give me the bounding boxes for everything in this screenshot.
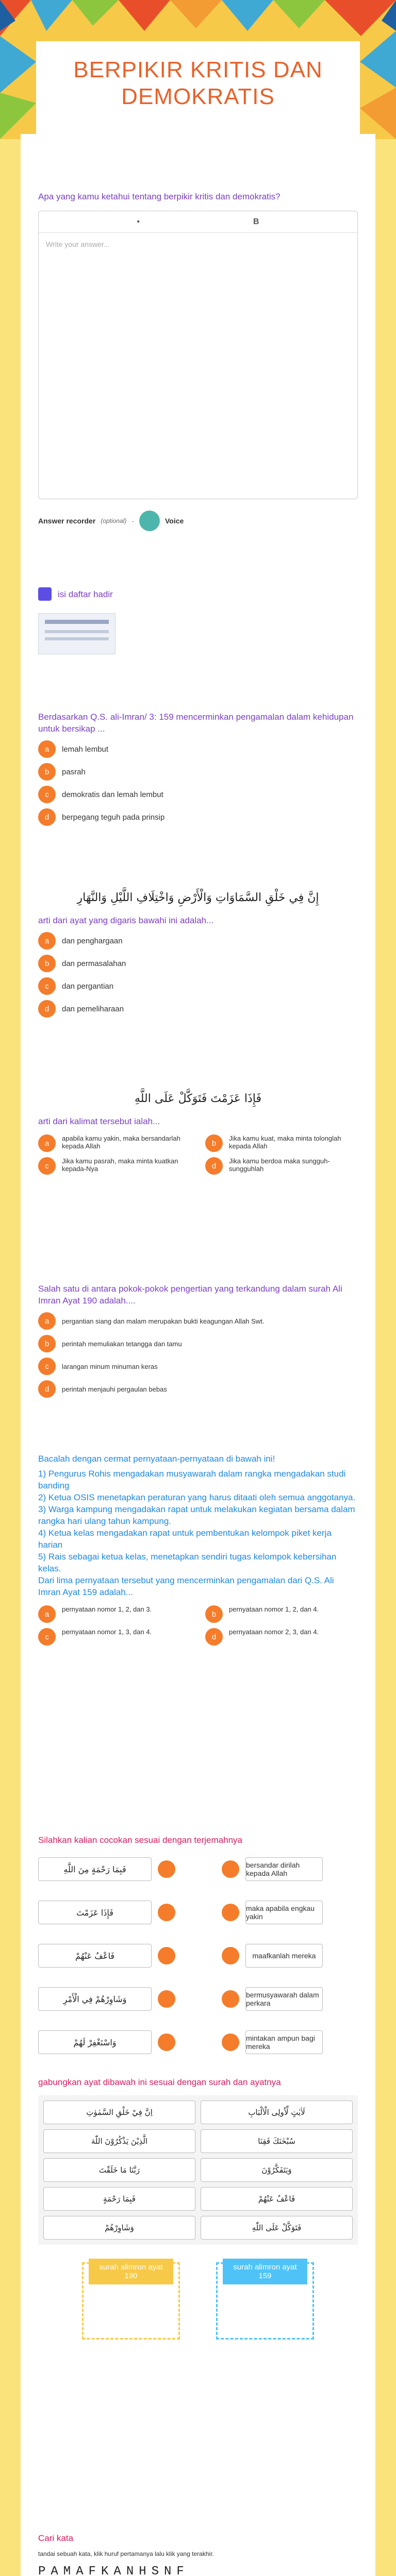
option-badge: c bbox=[38, 1358, 56, 1375]
question-title: Dari lima pernyataan tersebut yang mencerminkan pengamalan dari Q.S. Ali Imran Ayat 159 adalah... bbox=[38, 1575, 334, 1597]
question-6 bbox=[38, 1453, 358, 1646]
option-text: Jika kamu berdoa maka sungguh-sungguhlah bbox=[229, 1157, 330, 1173]
option-b[interactable] bbox=[205, 1605, 358, 1623]
option-d[interactable] bbox=[38, 1001, 358, 1017]
option-b[interactable] bbox=[205, 1134, 358, 1152]
bullet-list-button[interactable]: • bbox=[137, 217, 140, 226]
statement-5: 5) Rais sebagai ketua kelas, menetapkan sendiri tugas kelompok kebersihan kelas. bbox=[38, 1552, 337, 1573]
editor-toolbar bbox=[39, 211, 357, 233]
match-right[interactable]: bermusyawarah dalam perkara bbox=[245, 1987, 323, 2011]
option-text: dan pemeliharaan bbox=[62, 1004, 124, 1013]
drag-item[interactable]: فَاعْفُ عَنْهُمْ bbox=[201, 2187, 353, 2211]
drop-zone-159[interactable] bbox=[216, 2262, 314, 2340]
grid-row[interactable]: PAMAFKANHSNF bbox=[38, 2565, 189, 2576]
match-dot[interactable] bbox=[222, 1947, 239, 1964]
match-dot[interactable] bbox=[158, 1860, 175, 1878]
statement-4: 4) Ketua kelas mengadakan rapat untuk pembentukan kelompok piket kerja harian bbox=[38, 1528, 332, 1550]
option-d[interactable] bbox=[205, 1628, 358, 1646]
match-left[interactable]: فَاعْفُ عَنْهُمْ bbox=[38, 1944, 152, 1968]
question-8 bbox=[38, 2076, 358, 2340]
option-text: pernyataan nomor 1, 2, dan 3. bbox=[62, 1605, 152, 1613]
voice-label: Voice bbox=[164, 517, 184, 525]
answer-placeholder: Write your answer... bbox=[46, 240, 110, 248]
option-badge: c bbox=[38, 977, 56, 995]
attendance-section bbox=[38, 587, 358, 654]
question-title: Salah satu di antara pokok-pokok pengertian yang terkandung dalam surah Ali Imran Ayat 190 adalah.... bbox=[38, 1284, 342, 1306]
option-badge: d bbox=[205, 1157, 223, 1175]
instruction: tandai sebuah kata, klik huruf pertamanya lalu klik yang terakhir. bbox=[38, 2550, 214, 2557]
drag-item[interactable]: رَبَّنَا مَا خَلَقْتَ bbox=[43, 2158, 195, 2182]
option-a[interactable] bbox=[38, 1313, 358, 1329]
option-text: pernyataan nomor 2, 3, dan 4. bbox=[229, 1628, 319, 1636]
question-4 bbox=[38, 1092, 358, 1175]
question-title: arti dari ayat yang digaris bawahi ini adalah... bbox=[38, 916, 214, 925]
question-title: Cari kata bbox=[38, 2533, 74, 2543]
drag-item[interactable]: فَبِمَا رَحْمَةٍ bbox=[43, 2187, 195, 2211]
option-a[interactable] bbox=[38, 933, 358, 949]
drag-item[interactable]: وَشَاوِرْهُمْ bbox=[43, 2216, 195, 2240]
question-title: arti dari kalimat tersebut ialah... bbox=[38, 1116, 160, 1126]
match-dot[interactable] bbox=[158, 1990, 175, 2008]
option-c[interactable] bbox=[38, 1628, 191, 1646]
drag-items bbox=[38, 2095, 358, 2245]
option-text: berpegang teguh pada prinsip bbox=[62, 812, 165, 822]
question-title: Silahkan kalian cocokan sesuai dengan terjemahnya bbox=[38, 1835, 242, 1845]
drop-zone-190[interactable] bbox=[82, 2262, 180, 2340]
option-badge: d bbox=[205, 1628, 223, 1646]
option-a[interactable] bbox=[38, 1134, 191, 1152]
option-text: Jika kamu kuat, maka minta tolonglah kepada Allah bbox=[229, 1134, 341, 1150]
question-title: Apa yang kamu ketahui tentang berpikir kritis dan demokratis? bbox=[38, 192, 280, 201]
drop-zone-label: surah alimron ayat 159 bbox=[223, 2259, 307, 2284]
drag-item[interactable]: الَّذِيْنَ يَذْكُرُوْنَ اللّٰهَ bbox=[43, 2129, 195, 2153]
option-text: Jika kamu pasrah, maka minta kuatkan kepada-Nya bbox=[62, 1157, 178, 1173]
option-text: dan pergantian bbox=[62, 981, 114, 991]
option-badge: b bbox=[205, 1605, 223, 1623]
option-badge: b bbox=[38, 763, 56, 781]
option-badge: c bbox=[38, 1157, 56, 1175]
question-title: Berdasarkan Q.S. ali-Imran/ 3: 159 mencerminkan pengamalan dalam kehidupan untuk bersikap ... bbox=[38, 712, 354, 734]
question-title: gabungkan ayat dibawah ini sesuai dengan surah dan ayatnya bbox=[38, 2077, 281, 2087]
option-text: pernyataan nomor 1, 3, dan 4. bbox=[62, 1628, 152, 1636]
drag-item[interactable]: سُبْحٰنَكَ فَقِنَا bbox=[201, 2129, 353, 2153]
match-dot[interactable] bbox=[158, 1947, 175, 1964]
drag-item[interactable]: لَاٰيٰتٍ لِّاُولِى الْاَلْبَابِ bbox=[201, 2100, 353, 2124]
matching-area bbox=[38, 1855, 358, 2056]
question-2 bbox=[38, 711, 358, 825]
question-5 bbox=[38, 1283, 358, 1397]
option-badge: c bbox=[38, 1628, 56, 1646]
match-dot[interactable] bbox=[158, 1904, 175, 1921]
option-badge: b bbox=[38, 955, 56, 972]
question-3 bbox=[38, 891, 358, 1017]
match-left[interactable]: فَإِذَا عَزَمْتَ bbox=[38, 1901, 152, 1924]
option-text: apabila kamu yakin, maka bersandarlah kepada Allah bbox=[62, 1134, 180, 1150]
option-badge: a bbox=[38, 740, 56, 758]
option-d[interactable] bbox=[38, 1381, 358, 1397]
recorder-label: Answer recorder bbox=[38, 517, 96, 525]
drop-zone-label: surah alimron ayat 190 bbox=[89, 2259, 173, 2284]
answer-editor[interactable] bbox=[38, 211, 358, 499]
option-text: dan permasalahan bbox=[62, 959, 126, 968]
answer-recorder bbox=[38, 511, 358, 531]
option-badge: d bbox=[38, 1000, 56, 1018]
option-c[interactable] bbox=[38, 1157, 191, 1175]
option-c[interactable] bbox=[38, 1358, 358, 1375]
separator: - bbox=[131, 517, 134, 525]
statement-3: 3) Warga kampung mengadakan rapat untuk melakukan kegiatan bersama dalam rangka hari ulang tahun kampung. bbox=[38, 1504, 355, 1526]
voice-record-icon[interactable] bbox=[139, 511, 160, 531]
option-b[interactable] bbox=[38, 1335, 358, 1352]
option-c[interactable] bbox=[38, 786, 358, 803]
drag-item[interactable]: اِنَّ فِيْ خَلْقِ السَّمٰوٰتِ bbox=[43, 2100, 195, 2124]
attendance-label: isi daftar hadir bbox=[58, 589, 113, 599]
list-icon bbox=[38, 587, 52, 601]
match-right[interactable]: bersandar dirilah kepada Allah bbox=[245, 1857, 323, 1881]
page-title: BERPIKIR KRITIS DAN DEMOKRATIS bbox=[73, 57, 323, 109]
recorder-optional: (optional) bbox=[101, 517, 127, 524]
match-dot[interactable] bbox=[222, 1904, 239, 1921]
option-badge: b bbox=[205, 1134, 223, 1152]
option-a[interactable] bbox=[38, 1605, 191, 1623]
option-text: lemah lembut bbox=[62, 744, 109, 754]
option-d[interactable] bbox=[205, 1157, 358, 1175]
match-left[interactable]: فَبِمَا رَحْمَةٍ مِنَ اللَّهِ bbox=[38, 1857, 152, 1881]
match-right[interactable]: maka apabila engkau yakin bbox=[245, 1901, 323, 1924]
option-text: pernyataan nomor 1, 2, dan 4. bbox=[229, 1605, 319, 1613]
word-grid[interactable] bbox=[38, 2562, 189, 2576]
option-badge: a bbox=[38, 1605, 56, 1623]
match-right[interactable]: mintakan ampun bagi mereka bbox=[245, 2030, 323, 2054]
option-badge: d bbox=[38, 808, 56, 826]
option-badge: c bbox=[38, 786, 56, 803]
match-dot[interactable] bbox=[222, 1860, 239, 1878]
match-dot[interactable] bbox=[158, 2033, 175, 2051]
statement-2: 2) Ketua OSIS menetapkan peraturan yang harus ditaati oleh semua anggotanya. bbox=[38, 1493, 356, 1502]
match-dot[interactable] bbox=[222, 2033, 239, 2051]
title-card bbox=[36, 41, 360, 139]
option-text: larangan minum minuman keras bbox=[62, 1362, 158, 1370]
match-right[interactable]: maafkanlah mereka bbox=[245, 1944, 323, 1968]
question-1 bbox=[38, 191, 358, 531]
attendance-thumbnail[interactable] bbox=[38, 613, 116, 654]
option-text: pasrah bbox=[62, 767, 86, 776]
bold-button[interactable]: B bbox=[253, 217, 259, 226]
option-a[interactable] bbox=[38, 741, 358, 757]
statement-intro: Bacalah dengan cermat pernyataan-pernyataan di bawah ini! bbox=[38, 1454, 275, 1464]
statement-1: 1) Pengurus Rohis mengadakan musyawarah dalam rangka mengadakan studi banding bbox=[38, 1469, 346, 1490]
option-c[interactable] bbox=[38, 978, 358, 994]
option-badge: a bbox=[38, 1134, 56, 1152]
arabic-verse: إِنَّ فِي خَلْقِ السَّمَاوَاتِ وَالْأَرْضِ وَاخْتِلَافِ اللَّيْلِ وَالنَّهَارِ bbox=[77, 891, 319, 904]
question-7 bbox=[38, 1834, 358, 2056]
option-badge: b bbox=[38, 1335, 56, 1352]
option-badge: a bbox=[38, 1312, 56, 1330]
option-b[interactable] bbox=[38, 955, 358, 972]
option-text: pergantian siang dan malam merupakan bukti keagungan Allah Swt. bbox=[62, 1317, 265, 1325]
drag-item[interactable]: فَتَوَكَّلْ عَلَى اللّٰهِ bbox=[201, 2216, 353, 2240]
arabic-verse: فَإِذَا عَزَمْتَ فَتَوَكَّلْ عَلَى اللَّهِ bbox=[134, 1092, 262, 1105]
option-badge: d bbox=[38, 1380, 56, 1398]
option-text: dan penghargaan bbox=[62, 936, 123, 945]
option-text: demokratis dan lemah lembut bbox=[62, 790, 163, 799]
drag-item[interactable]: وَيَتَفَكَّرُوْنَ bbox=[201, 2158, 353, 2182]
option-text: perintah menjauhi pergaulan bebas bbox=[62, 1385, 167, 1393]
option-text: perintah memuliakan tetangga dan tamu bbox=[62, 1340, 182, 1348]
match-left[interactable]: وَشَاوِرْهُمْ فِي الْأَمْرِ bbox=[38, 1987, 152, 2011]
option-badge: a bbox=[38, 932, 56, 950]
option-b[interactable] bbox=[38, 764, 358, 780]
match-left[interactable]: وَاسْتَغْفِرْ لَهُمْ bbox=[38, 2030, 152, 2054]
match-dot[interactable] bbox=[222, 1990, 239, 2008]
option-d[interactable] bbox=[38, 809, 358, 825]
question-9 bbox=[38, 2532, 358, 2576]
